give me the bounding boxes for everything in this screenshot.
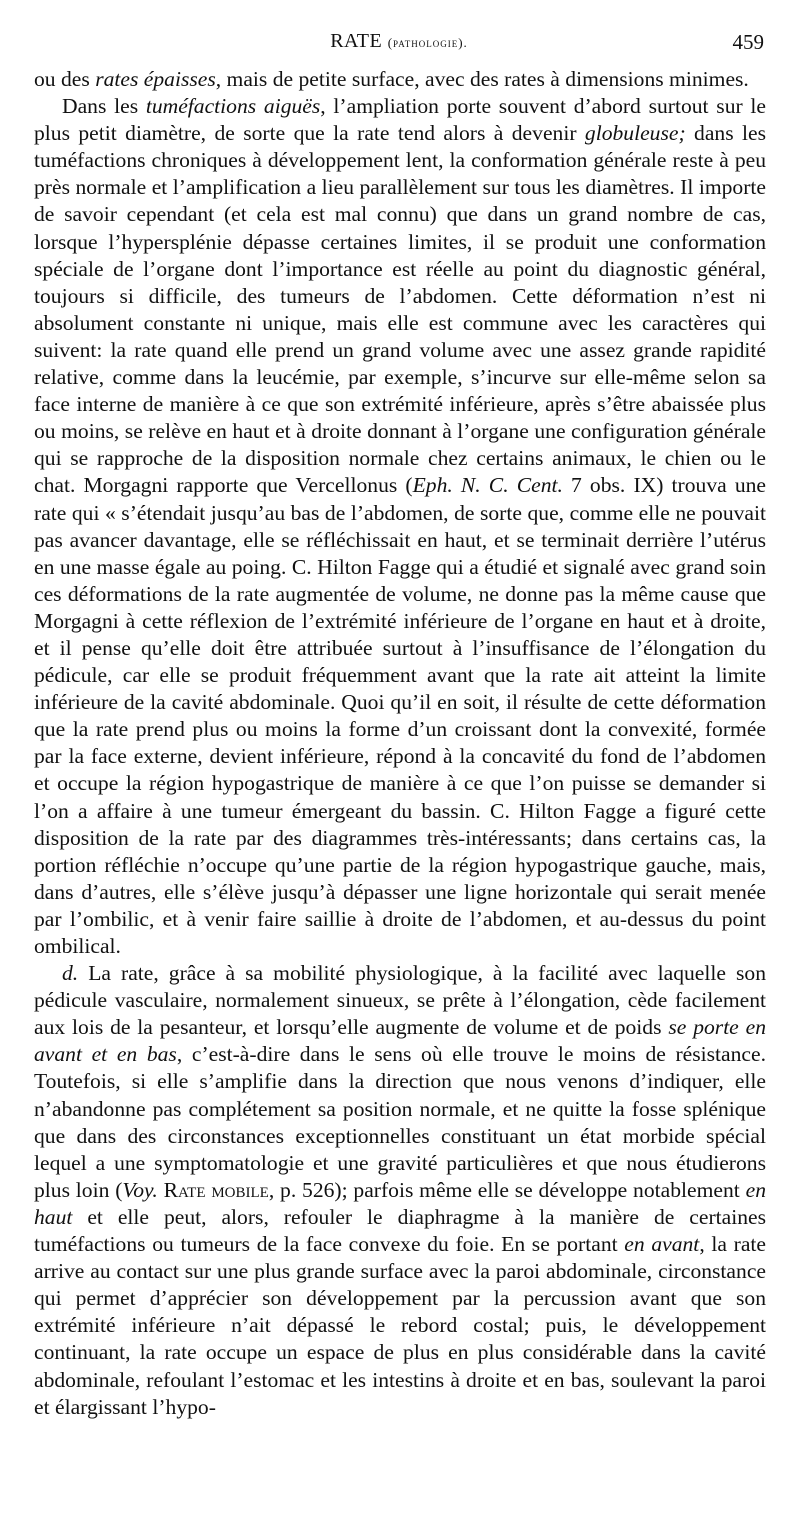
paragraph — [34, 66, 766, 93]
page-number: 459 — [732, 30, 764, 54]
italic-text: rates épaisses — [95, 67, 216, 91]
text-run: dans les tuméfactions chroniques à développement lent, la conformation générale reste à peu près normale et l’amplification a lieu parallèlement sur tous les diamètres. Il importe de savoir cependant (et cela est mal connu) que dans un grand nombre de cas, lorsque l’hypersplénie dépasse certaines limites, il se produit une conformation spéciale de l’organe dont l’importance est réelle au point du diagnostic général, toujours si difficile, des tumeurs de l’abdomen. Cette déformation n’est ni absolument constante ni unique, mais elle est commune avec les caractères qui suivent: la rate quand elle prend un grand volume avec une assez grande rapidité relative, comme dans la leucémie, par exemple, s’incurve sur elle-même selon sa face interne de manière à ce que son extrémité inférieure, après s’être abaissée plus ou moins, se relève en haut et à droite donnant à l’organe une configuration générale qui se rapproche de la disposition normale chez certains animaux, le chien ou le chat. Morgagni rapporte que Vercellonus ( — [34, 121, 766, 498]
text-run: , la rate arrive au contact sur une plus grande surface avec la paroi abdominale, circonstance qui permet d’apprécier son développement par la percussion avant que son extrémité inférieure n’ait dépassé le rebord costal; puis, le développement continuant, la rate occupe un espace de plus en plus considérable dans la cavité abdominale, refoulant l’estomac et les intestins à droite et en bas, soulevant la paroi et élargissant l’hypo- — [34, 1232, 766, 1419]
italic-text: Eph. N. C. Cent. — [412, 473, 563, 498]
small-caps-text: Rate mobile — [163, 1177, 269, 1202]
italic-text: globuleuse; — [584, 121, 686, 146]
text-run: , mais de petite surface, avec des rates à dimensions minimes. — [215, 67, 749, 91]
text-run: La rate, grâce à sa mobilité physiologique, à la facilité avec laquelle son pédicule vasculaire, normalement sinueux, se prête à l’élongation, cède facilement aux lois de la pesanteur, et lorsqu’elle augmente de volume et de poids — [34, 961, 766, 1040]
text-run: , c’est-à-dire dans le sens où elle trouve le moins de résistance. Toutefois, si elle s’amplifie dans la direction que nous venons d’indiquer, elle n’abandonne pas complétement sa position normale, et ne quitte la fosse splénique que dans des circonstances exceptionnelles constituant un état morbide spécial lequel a une symptomatologie et une gravité particulières et que nous étudierons plus loin ( — [34, 1042, 766, 1202]
text-run: 7 obs. IX) trouva une rate qui « s’étendait jusqu’au bas de l’abdomen, de sorte que, comme elle ne pouvait pas avancer davantage, elle se réfléchissait en haut, et se terminait derrière l’utérus en une masse égale au poing. C. Hilton Fagge qui a étudié et signalé avec grand soin ces déformations de la rate augmentée de volume, ne donne pas la même cause que Morgagni à cette réflexion de l’extrémité inférieure de l’organe en haut et à droite, et il pense qu’elle doit être attribuée surtout à l’insuffisance de l’élongation du pédicule, car elle se produit fréquemment avant que la rate ait atteint la limite inférieure de la cavité abdominale. Quoi qu’il en soit, il résulte de cette déformation que la rate prend plus ou moins la forme d’un croissant dont la convexité, formée par la face externe, devient inférieure, répond à la concavité du fond de l’abdomen et occupe la région hypogastrique de manière à ce que l’on puisse se demander si l’on a affaire à une tumeur émergeant du bassin. C. Hilton Fagge a figuré cette disposition de la rate par des diagrammes très-intéressants; dans certains cas, la portion réfléchie n’occupe qu’une partie de la région hypogastrique gauche, mais, dans d’autres, elle s’élève jusqu’à dépasser une ligne horizontale qui serait menée par l’ombilic, et à venir faire saillie à droite de l’abdomen, et au-dessus du point ombilical. — [34, 473, 766, 958]
text-run: , l’ampliation porte souvent d’abord surtout sur le plus petit diamètre, de sorte que la rate tend alors à devenir — [34, 94, 766, 146]
text-run: ou des — [34, 67, 96, 91]
running-title — [34, 30, 764, 53]
italic-text: se porte en avant et en bas — [34, 1015, 766, 1067]
running-header — [34, 30, 764, 60]
italic-text: en haut — [34, 1177, 766, 1229]
running-title-main: RATE — [330, 30, 383, 52]
text-run: et elle peut, alors, refouler le diaphragme à la manière de certaines tuméfactions ou tumeurs de la face convexe du foie. En se portant — [34, 1204, 766, 1257]
body-text — [34, 66, 766, 1421]
text-run: , p. 526); parfois même elle se développe notablement — [268, 1177, 746, 1202]
paragraph — [34, 960, 766, 1421]
paragraph — [34, 93, 766, 960]
italic-text: tuméfactions aiguës — [145, 94, 321, 119]
text-run: Dans les — [62, 94, 146, 119]
italic-text: Voy. — [122, 1177, 158, 1202]
italic-text: d. — [62, 961, 79, 986]
italic-text: en avant — [624, 1232, 700, 1257]
running-title-sub: (pathologie). — [387, 35, 468, 50]
